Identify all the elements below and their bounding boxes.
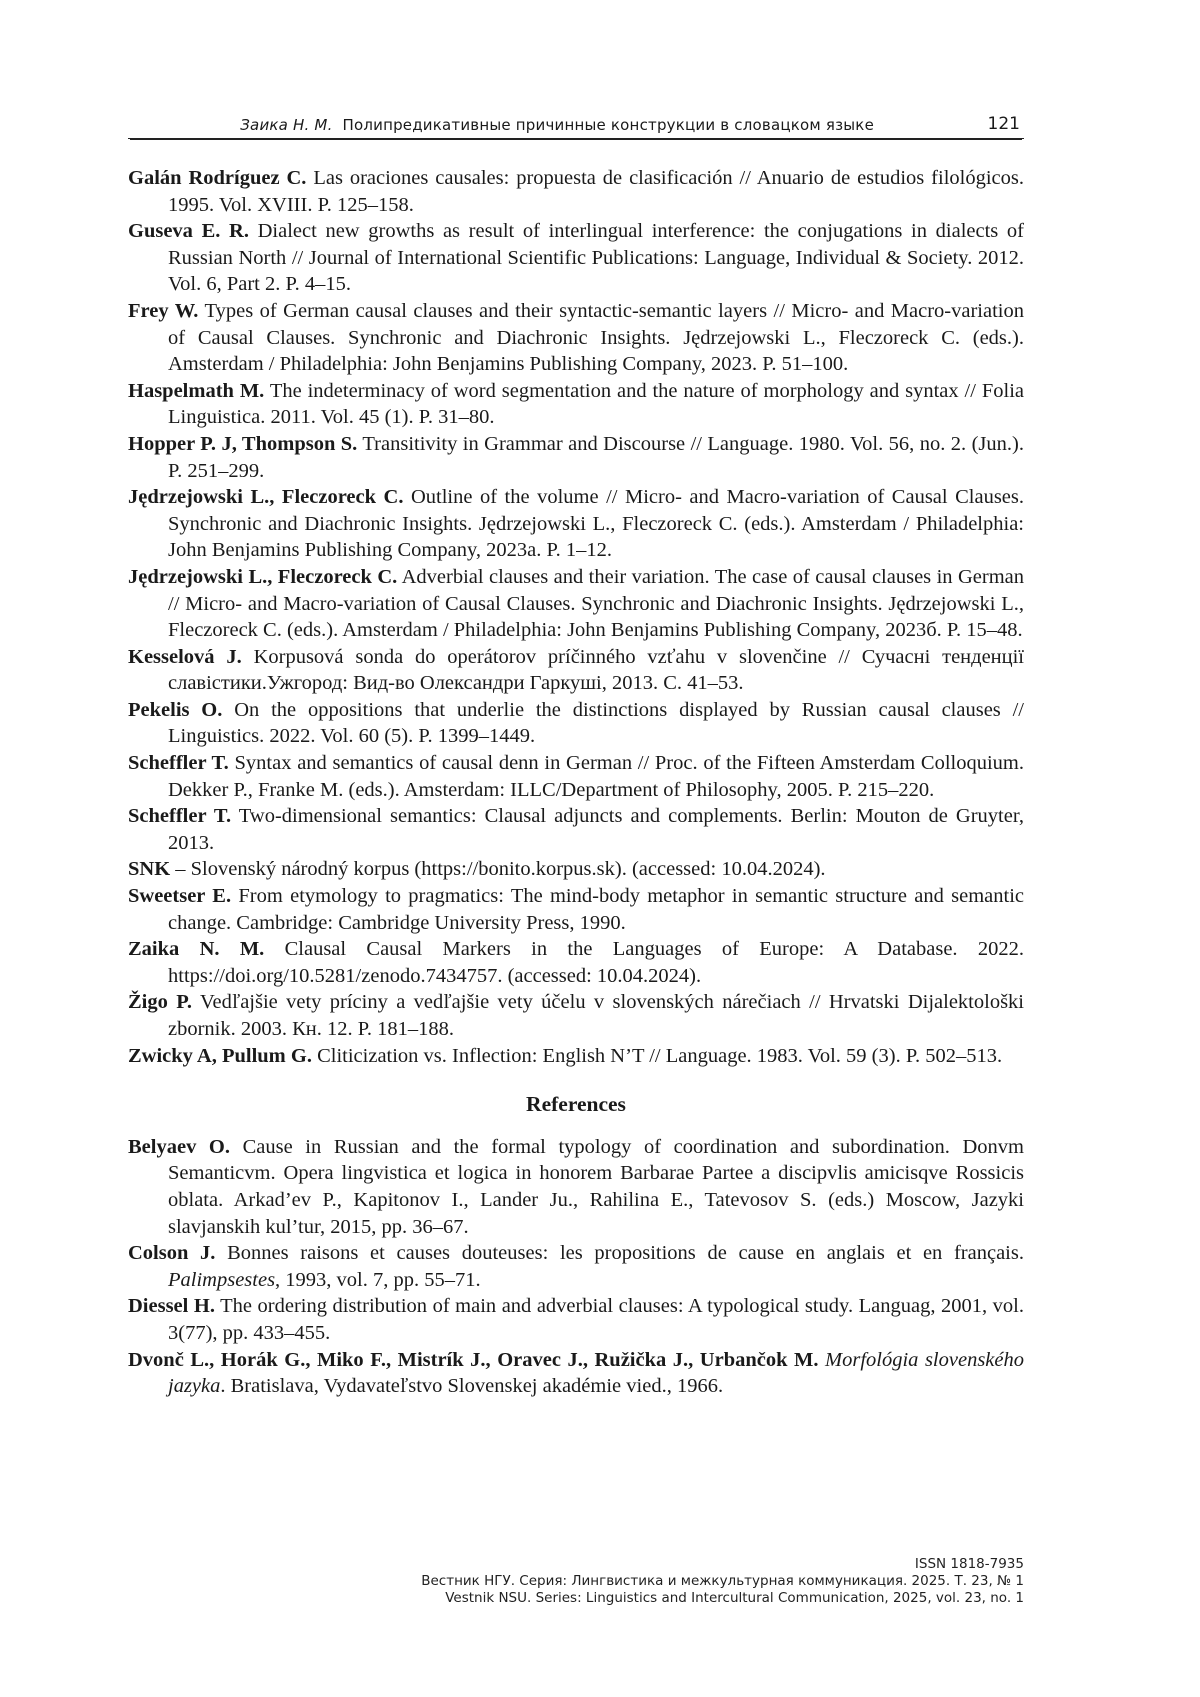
reference-item [128, 564, 1024, 644]
reference-text: Cliticization vs. Inflection: English N’T // Language. 1983. Vol. 59 (3). P. 502–513. [311, 1044, 1003, 1067]
reference-item [128, 431, 1024, 484]
reference-item [128, 378, 1024, 431]
reference-authors: SNK [128, 858, 171, 881]
reference-source-title: Morfológia slovenského jazyka [168, 1348, 1024, 1398]
journal-citation-en: Vestnik NSU. Series: Linguistics and Intercultural Communication, 2025, vol. 23, no. 1 [445, 1590, 1024, 1606]
reference-authors: Žigo P. [128, 991, 192, 1014]
reference-text: Las oraciones causales: propuesta de clasificación // Anuario de estudios filológicos. 1995. Vol. XVIII. P. 125–158. [168, 167, 1024, 216]
reference-item [128, 644, 1024, 697]
page-number: 121 [987, 114, 1020, 134]
reference-authors: Diessel H. [128, 1295, 215, 1318]
reference-item [128, 803, 1024, 856]
reference-text: The indeterminacy of word segmentation and the nature of morphology and syntax // Folia Linguistica. 2011. Vol. 45 (1). P. 31–80. [168, 379, 1024, 429]
reference-item [128, 218, 1024, 298]
reference-text-tail: , 1993, vol. 7, pp. 55–71. [275, 1268, 481, 1291]
reference-authors: Dvonč L., Horák G., Miko F., Mistrík J., Oravec J., Ružička J., Urbančok M. [128, 1348, 819, 1371]
reference-authors: Pekelis O. [128, 698, 223, 721]
reference-authors: Belyaev O. [128, 1135, 230, 1158]
reference-authors: Jędrzejowski L., Fleczoreck C. [128, 565, 398, 588]
reference-item [128, 750, 1024, 803]
reference-list-english [128, 1134, 1024, 1400]
reference-source-title: Palimpsestes [168, 1268, 276, 1291]
reference-text: Outline of the volume // Micro- and Macro-variation of Causal Clauses. Synchronic and Diachronic Insights. Jędrzejowski L., Fleczoreck C. (eds.). Amsterdam / Philadelphia: John Benjamins Publishing Company, 2023a. P. 1–12. [168, 486, 1024, 562]
reference-item [128, 936, 1024, 989]
reference-text: Adverbial clauses and their variation. The case of causal clauses in German // Micro- and Macro-variation of Causal Clauses. Synchronic and Diachronic Insights. Jędrzejowski L., Fleczoreck C. (eds.). Amsterdam / Philadelphia: John Benjamins Publishing Company, 2023б. P. 15–48. [168, 565, 1024, 642]
reference-item [128, 484, 1024, 564]
issn: ISSN 1818-7935 [914, 1556, 1024, 1572]
references-heading: References [526, 1092, 626, 1117]
reference-text: From etymology to pragmatics: The mind-body metaphor in semantic structure and semantic change. Cambridge: Cambridge University Press, 1990. [168, 885, 1025, 934]
reference-item [128, 165, 1024, 218]
reference-text: The ordering distribution of main and adverbial clauses: A typological study. Languag, 2001, vol. 3(77), pp. 433–455. [168, 1295, 1024, 1344]
reference-item [128, 1240, 1024, 1293]
reference-text: On the oppositions that underlie the distinctions displayed by Russian causal clauses // Linguistics. 2022. Vol. 60 (5). P. 1399–1449. [168, 698, 1024, 748]
reference-list [128, 165, 1024, 1069]
reference-authors: Jędrzejowski L., Fleczoreck C. [128, 486, 404, 509]
reference-item [128, 697, 1024, 750]
running-article-title: Полипредикативные причинные конструкции в словацком языке [342, 116, 874, 134]
reference-text: Transitivity in Grammar and Discourse // Language. 1980. Vol. 56, no. 2. (Jun.). P. 251–299. [168, 432, 1024, 482]
running-header [128, 112, 1024, 139]
reference-text: Vedľajšie vety príciny a vedľajšie vety účelu v slovenských nárečiach // Hrvatski Dijalektološki zbornik. 2003. Кн. 12. P. 181–188. [168, 991, 1024, 1040]
reference-text: Syntax and semantics of causal denn in German // Proc. of the Fifteen Amsterdam Colloquium. Dekker P., Franke M. (eds.). Amsterdam: ILLC/Department of Philosophy, 2005. P. 215–220. [168, 752, 1024, 801]
reference-text: Clausal Causal Markers in the Languages of Europe: A Database. 2022. https://doi.org/10.5281/zenodo.7434757. (accessed: 10.04.2024). [168, 938, 1024, 987]
running-title [240, 116, 874, 134]
journal-footer [421, 1556, 1024, 1607]
reference-text: Korpusová sonda do operátorov príčinného vzťahu v slovenčine // Сучасні тенденції славістики.Ужгород: Вид-во Олександри Гаркуші, 2013. C. 41–53. [168, 645, 1024, 695]
reference-authors: Haspelmath M. [128, 379, 265, 402]
reference-item [128, 1347, 1024, 1400]
reference-authors: Sweetser E. [128, 885, 232, 908]
reference-item [128, 989, 1024, 1042]
reference-text: Bonnes raisons et causes douteuses: les propositions de cause en anglais et en français. [215, 1242, 1024, 1265]
reference-authors: Kesselová J. [128, 645, 242, 668]
reference-text: Cause in Russian and the formal typology of coordination and subordination. Donvm Semanticvm. Opera lingvistica et logica in honorem Barbarae Partee a discipvlis amicisqve Rossicis oblata. Arkad’ev P., Kapitonov I., Lander Ju., Rahilina E., Tatevosov S. (eds.) Moscow, Jazyki slavjanskih kul’tur, 2015, pp. 36–67. [168, 1135, 1024, 1238]
bibliography [128, 165, 1024, 1400]
reference-item [128, 1134, 1024, 1240]
journal-citation-ru: Вестник НГУ. Серия: Лингвистика и межкультурная коммуникация. 2025. Т. 23, № 1 [421, 1573, 1024, 1589]
reference-authors: Scheffler T. [128, 805, 232, 828]
reference-authors: Zwicky A, Pullum G. [128, 1044, 312, 1067]
reference-authors: Colson J. [128, 1242, 216, 1265]
reference-authors: Guseva E. R. [128, 220, 249, 243]
reference-text-tail: . Bratislava, Vydavateľstvo Slovenskej akadémie vied., 1966. [220, 1375, 724, 1398]
reference-text: – Slovenský národný korpus (https://bonito.korpus.sk). (accessed: 10.04.2024). [170, 858, 826, 881]
reference-authors: Galán Rodríguez C. [128, 167, 307, 189]
reference-authors: Scheffler T. [128, 752, 229, 775]
reference-item [128, 298, 1024, 378]
reference-authors: Hopper P. J, Thompson S. [128, 432, 358, 455]
reference-text: Types of German causal clauses and their syntactic-semantic layers // Micro- and Macro-variation of Causal Clauses. Synchronic and Diachronic Insights. Jędrzejowski L., Fleczoreck C. (eds.). Amsterdam / Philadelphia: John Benjamins Publishing Company, 2023. P. 51–100. [168, 299, 1024, 376]
reference-item [128, 1293, 1024, 1346]
reference-authors: Zaika N. M. [128, 938, 265, 961]
reference-text: Dialect new growths as result of interlingual interference: the conjugations in dialects of Russian North // Journal of International Scientific Publications: Language, Individual & Society. 2012. Vol. 6, Part 2. P. 4–15. [168, 220, 1024, 296]
reference-item [128, 1043, 1024, 1070]
reference-text: Two-dimensional semantics: Clausal adjuncts and complements. Berlin: Mouton de Gruyter, 2013. [168, 805, 1024, 854]
reference-item [128, 883, 1024, 936]
reference-item [128, 856, 1024, 883]
running-authors: Заика Н. М. [240, 116, 333, 134]
reference-authors: Frey W. [128, 299, 199, 322]
